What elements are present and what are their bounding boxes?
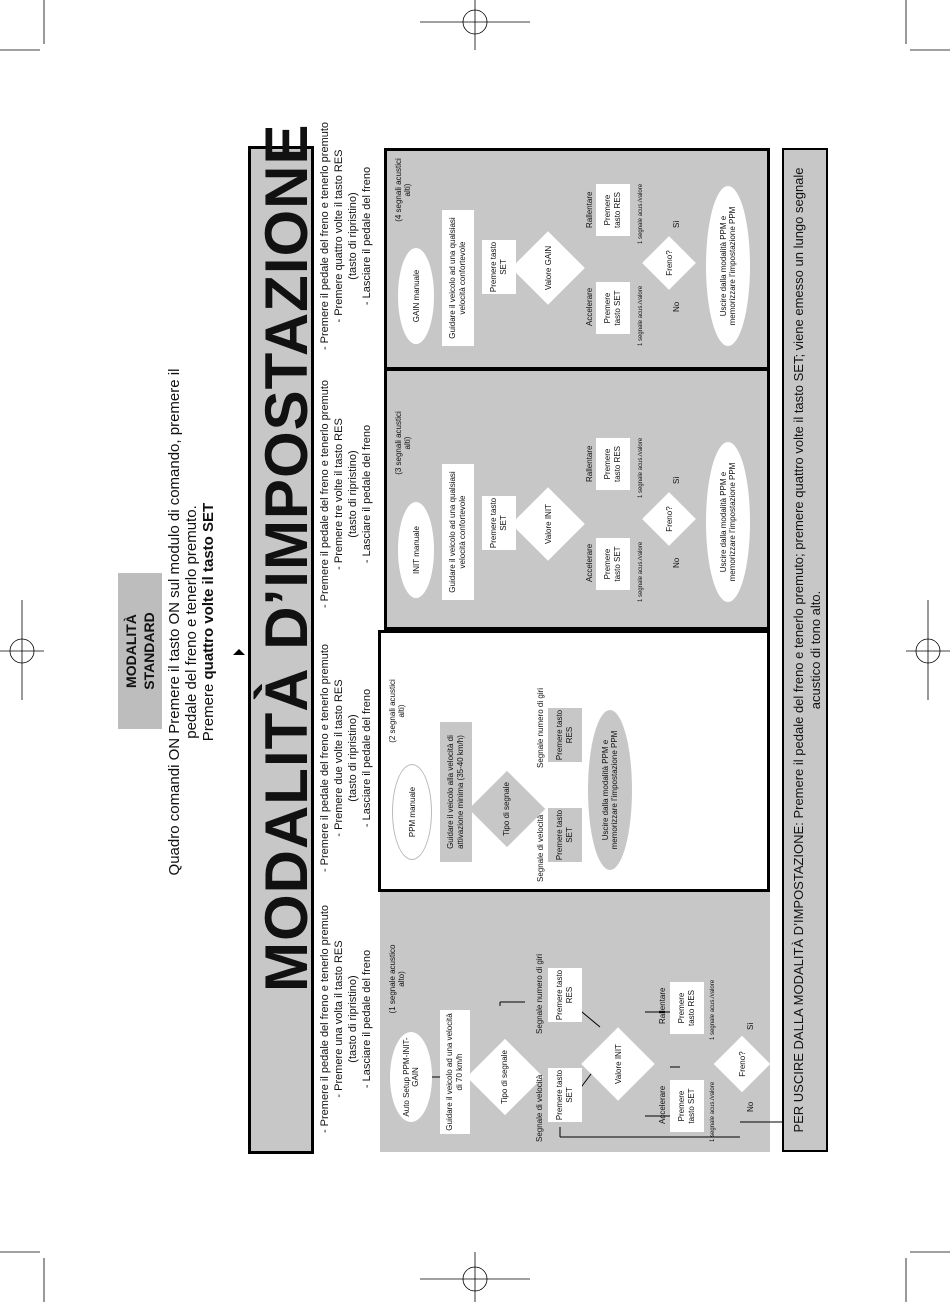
col1-btn-set: Premere tasto SET xyxy=(548,1068,582,1122)
instr-line: - Lasciare il pedale del freno xyxy=(361,688,373,828)
col4-sig-right: 1 segnale acus./valore xyxy=(638,183,644,244)
badge-line-2: STANDARD xyxy=(141,612,157,690)
page-title: MODALITÀ D’IMPOSTAZIONE xyxy=(253,123,320,992)
col1-no: No xyxy=(746,1101,755,1112)
col4-btn-set: Premere tasto SET xyxy=(482,240,516,294)
col3-btn-set: Premere tasto SET xyxy=(482,496,516,550)
col2-btn-res: Premere tasto RES xyxy=(548,708,582,762)
col2-guide-box: Guidare il veicolo alla velocità di attivazione minima (35-40 km/h) xyxy=(440,722,472,862)
col1-start-note: (1 segnale acustico alto) xyxy=(388,944,406,1014)
badge-line-1: MODALITÀ xyxy=(123,614,139,688)
col3-si: Sì xyxy=(672,476,681,484)
col1-decision1-label: Tipo di segnale xyxy=(500,1050,509,1104)
col3-no: No xyxy=(672,557,681,568)
intro-line-3-bold: quattro volte il tasto SET xyxy=(200,502,217,680)
instr-line: - Lasciare il pedale del freno xyxy=(361,949,373,1089)
col2-start-note: (2 segnali acustici alti) xyxy=(388,679,406,743)
instr-line: - Lasciare il pedale del freno xyxy=(361,166,373,306)
col1-accel: Accelerare xyxy=(658,1085,667,1124)
intro-line-3: Premere xyxy=(200,679,217,742)
instr-line: - Premere il pedale del freno e tenerlo premuto xyxy=(319,379,331,609)
col2-branch-right: Segnale numero di giri xyxy=(536,687,545,768)
col3-decel: Rallentare xyxy=(585,445,594,482)
col3-btn-set2: Premere tasto SET xyxy=(596,538,630,590)
instr-line: (tasto di ripristino) xyxy=(347,714,359,802)
instr-line: - Premere una volta il tasto RES xyxy=(333,940,345,1098)
col1-branch-right: Segnale numero di giri xyxy=(535,953,544,1034)
col3-exit-oval: Uscire dalla modalità PPM e memorizzare l’impostazione PPM xyxy=(706,442,750,602)
col1-guide-box: Guidare il veicolo ad una velocità di 70 km/h xyxy=(440,1010,470,1134)
col1-btn-res: Premere tasto RES xyxy=(548,968,582,1022)
col4-start-note: (4 segnali acustici alti) xyxy=(394,158,412,222)
col4-start-oval: GAIN manuale xyxy=(398,248,434,344)
col1-si: Sì xyxy=(746,1022,755,1030)
instr-line: - Premere due volte il tasto RES xyxy=(333,679,345,837)
instr-line: (tasto di ripristino) xyxy=(347,450,359,538)
col4-accel: Accelerare xyxy=(585,287,594,326)
col3-brake-label: Freno? xyxy=(665,506,674,532)
col4-brake-label: Freno? xyxy=(665,250,674,276)
col3-sig-right: 1 segnale acus./valore xyxy=(638,437,644,498)
col3-accel: Accelerare xyxy=(585,543,594,582)
instr-line: - Premere tre volte il tasto RES xyxy=(333,418,345,570)
col1-branch-left: Segnale di velocità xyxy=(535,1074,544,1142)
instr-line: (tasto di ripristino) xyxy=(347,975,359,1063)
col4-decision2-label: Valore GAIN xyxy=(544,245,553,291)
intro-line-2: pedale del freno e tenerlo premuto. xyxy=(183,505,200,739)
col3-start-oval: INIT manuale xyxy=(398,502,434,598)
col4-sig-left: 1 segnale acus./valore xyxy=(638,285,644,346)
col4-btn-res2: Premere tasto RES xyxy=(596,184,630,236)
col2-btn-set: Premere tasto SET xyxy=(548,808,582,862)
col3-guide-box: Guidare il veicolo ad una qualsiasi velocità confortevole xyxy=(442,464,474,600)
col1-decel: Rallentare xyxy=(658,987,667,1024)
col1-sig-right: 1 segnale acus./valore xyxy=(710,979,716,1040)
col4-no: No xyxy=(672,301,681,312)
col3-decision2-label: Valore INIT xyxy=(544,504,553,544)
col4-si: Sì xyxy=(672,220,681,228)
col3-sig-left: 1 segnale acus./valore xyxy=(638,541,644,602)
col3-btn-res2: Premere tasto RES xyxy=(596,438,630,490)
col3-start-note: (3 segnali acustici alti) xyxy=(394,411,412,475)
col1-btn-set2: Premere tasto SET xyxy=(670,1080,704,1132)
col1-sig-left: 1 segnale acus./valore xyxy=(710,1081,716,1142)
col2-branch-left: Segnale di velocità xyxy=(536,814,545,882)
col4-btn-set2: Premere tasto SET xyxy=(596,282,630,334)
col4-decel: Rallentare xyxy=(585,191,594,228)
col4-exit-oval: Uscire dalla modalità PPM e memorizzare l’impostazione PPM xyxy=(706,186,750,346)
col1-decision2-label: Valore INIT xyxy=(614,1044,623,1084)
exit-instructions-footer: PER USCIRE DALLA MODALITÀ D’IMPOSTAZIONE: Premere il pedale del freno e tenerlo premuto; premere quattro volte il tasto SET; viene emesso un lungo segnale acustico di tono alto. xyxy=(782,148,828,1152)
col2-decision1-label: Tipo di segnale xyxy=(502,782,511,836)
col2-start-oval: PPM manuale xyxy=(392,764,432,860)
col1-btn-res2: Premere tasto RES xyxy=(670,982,704,1034)
col2-exit-oval: Uscire dalla modalità PPM e memorizzare l’impostazione PPM xyxy=(588,710,632,870)
instr-line: - Premere il pedale del freno e tenerlo premuto xyxy=(319,643,331,873)
col4-guide-box: Guidare il veicolo ad una qualsiasi velocità confortevole xyxy=(442,210,474,346)
instr-line: (tasto di ripristino) xyxy=(347,192,359,280)
col1-brake-label: Freno? xyxy=(738,1051,747,1077)
col1-start-oval: Auto Setup PPM-INIT-GAIN xyxy=(390,1032,432,1122)
instr-line: - Premere il pedale del freno e tenerlo premuto xyxy=(319,904,331,1134)
instr-line: - Premere quattro volte il tasto RES xyxy=(333,149,345,323)
instr-line: - Premere il pedale del freno e tenerlo premuto xyxy=(319,121,331,351)
intro-line-1: Quadro comandi ON Premere il tasto ON sul modulo di comando, premere il xyxy=(166,368,183,876)
instr-line: - Lasciare il pedale del freno xyxy=(361,424,373,564)
